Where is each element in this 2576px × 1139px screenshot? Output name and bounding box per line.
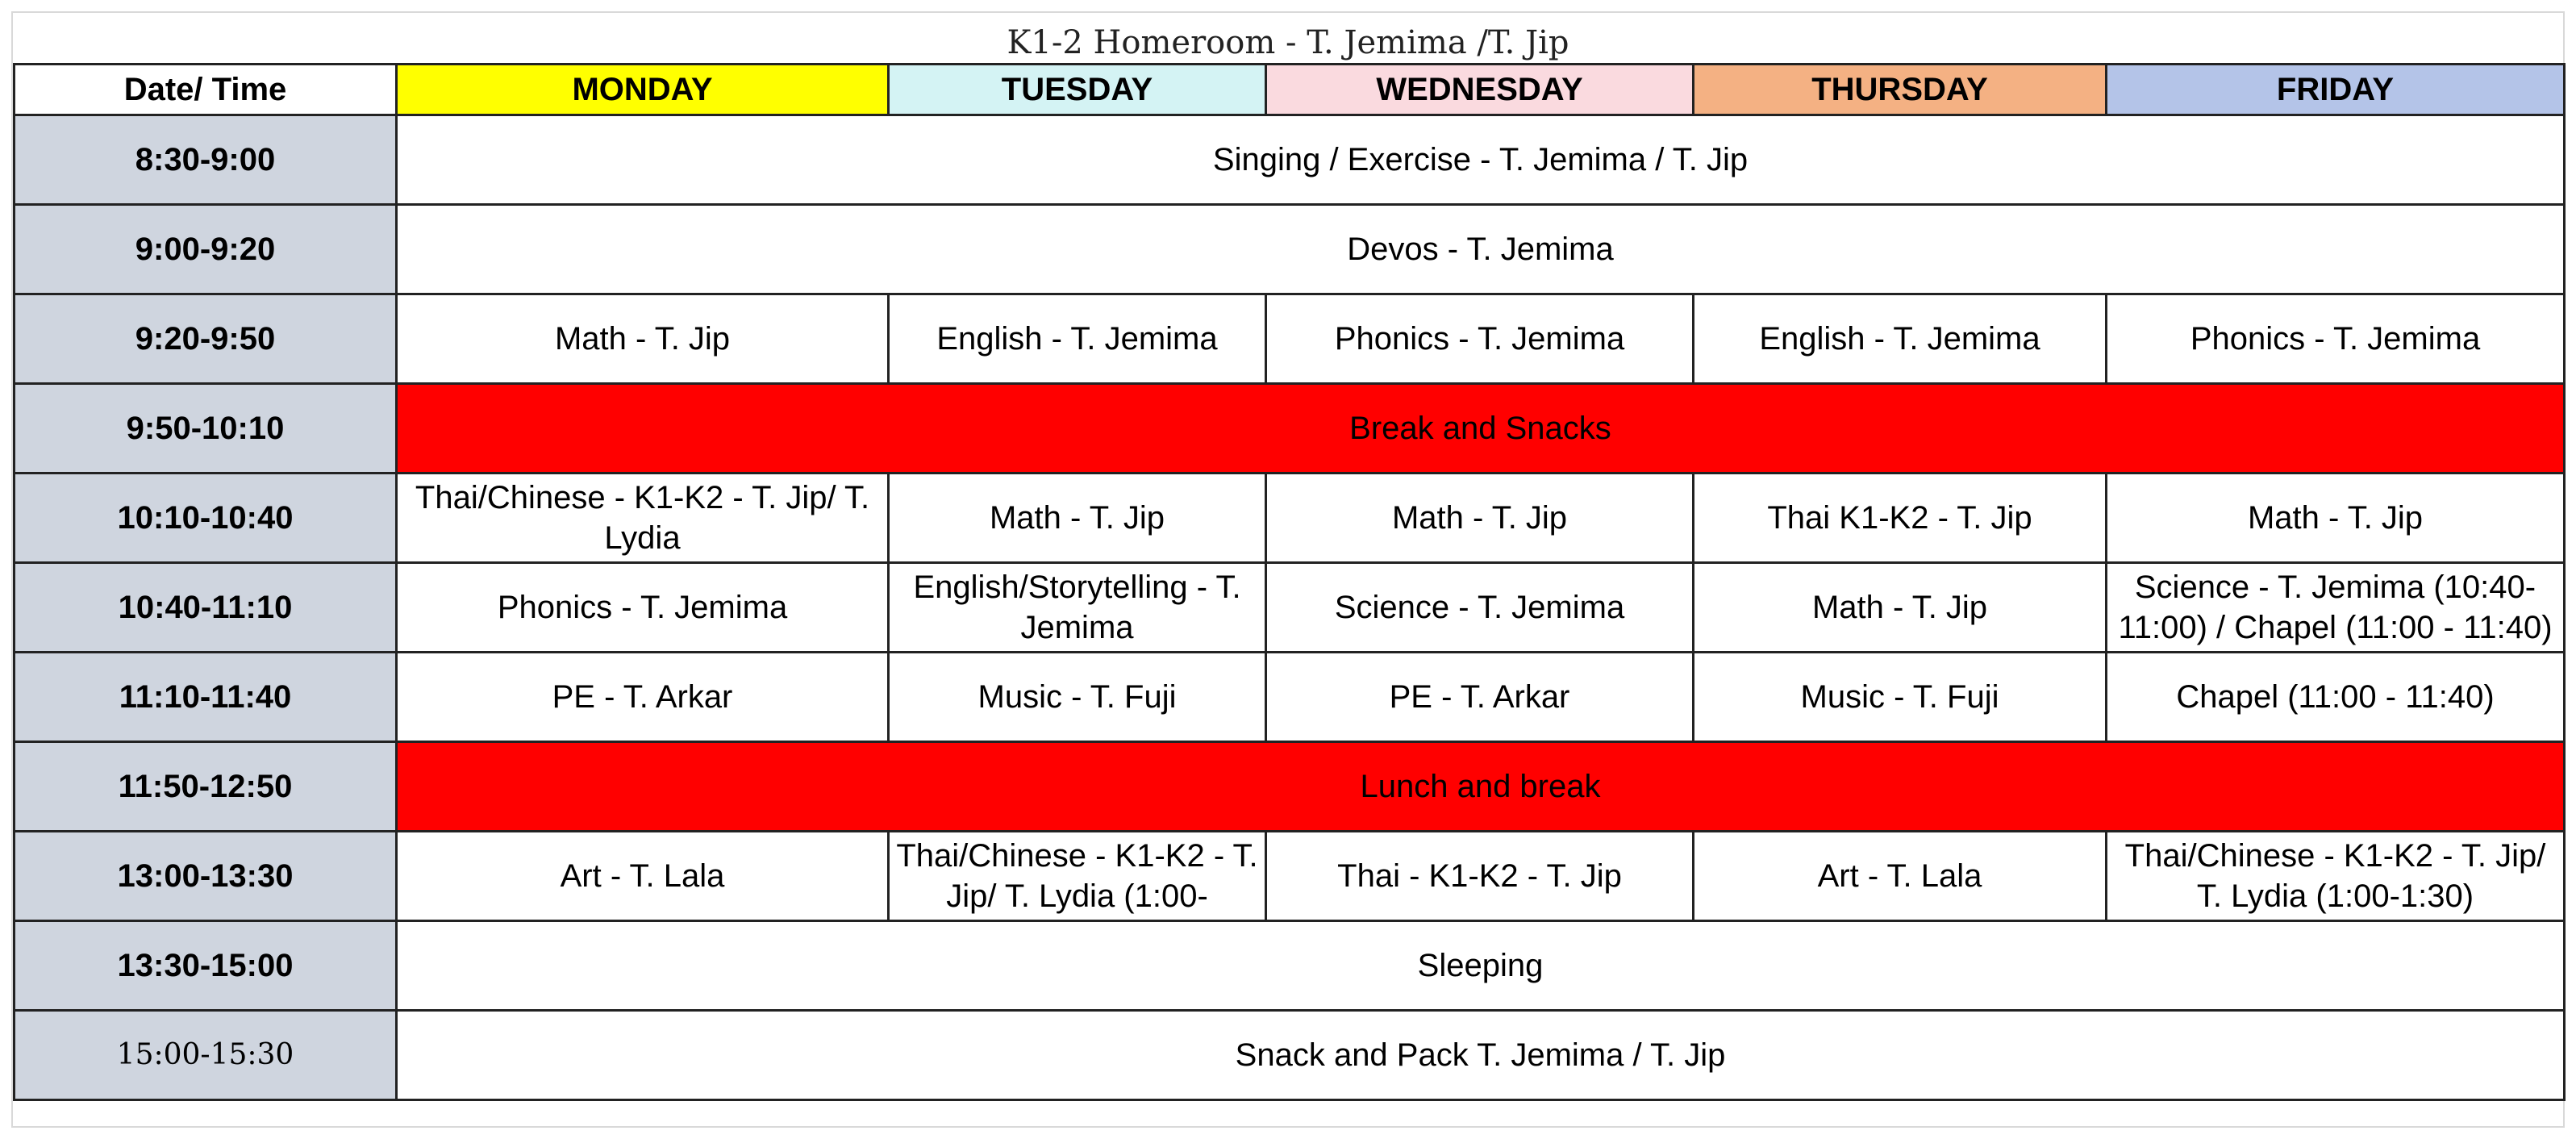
monday-cell: Art - T. Lala — [397, 832, 889, 921]
all-days-cell: Sleeping — [397, 921, 2565, 1011]
thursday-cell: Math - T. Jip — [1694, 563, 2107, 653]
time-cell: 10:40-11:10 — [15, 563, 397, 653]
friday-cell — [2107, 832, 2565, 921]
header-wednesday: WEDNESDAY — [1266, 65, 1694, 115]
table-row — [15, 115, 2565, 205]
schedule-sheet — [11, 11, 2565, 1128]
wednesday-cell: Science - T. Jemima — [1266, 563, 1694, 653]
time-cell: 13:00-13:30 — [15, 832, 397, 921]
header-tuesday: TUESDAY — [889, 65, 1266, 115]
monday-cell: PE - T. Arkar — [397, 653, 889, 742]
table-row — [15, 832, 2565, 921]
thursday-cell: Art - T. Lala — [1694, 832, 2107, 921]
wednesday-cell: Phonics - T. Jemima — [1266, 294, 1694, 384]
cell-text: English/Storytelling - T. Jemima — [913, 570, 1241, 645]
friday-cell: Chapel (11:00 - 11:40) — [2107, 653, 2565, 742]
monday-cell: Math - T. Jip — [397, 294, 889, 384]
header-thursday: THURSDAY — [1694, 65, 2107, 115]
wednesday-cell: Thai - K1-K2 - T. Jip — [1266, 832, 1694, 921]
all-days-cell: Snack and Pack T. Jemima / T. Jip — [397, 1011, 2565, 1100]
friday-cell: Math - T. Jip — [2107, 474, 2565, 563]
table-row — [15, 921, 2565, 1011]
monday-cell — [397, 474, 889, 563]
monday-cell: Phonics - T. Jemima — [397, 563, 889, 653]
cell-text: Thai/Chinese - K1-K2 - T. Jip/ T. Lydia (1:00- — [896, 838, 1258, 914]
all-days-cell: Devos - T. Jemima — [397, 205, 2565, 294]
time-cell: 13:30-15:00 — [15, 921, 397, 1011]
time-cell: 9:00-9:20 — [15, 205, 397, 294]
time-cell: 9:50-10:10 — [15, 384, 397, 474]
header-monday: MONDAY — [397, 65, 889, 115]
table-row — [15, 384, 2565, 474]
tuesday-cell: English - T. Jemima — [889, 294, 1266, 384]
schedule-title: K1-2 Homeroom - T. Jemima /T. Jip — [1007, 24, 1569, 61]
header-friday: FRIDAY — [2107, 65, 2565, 115]
table-row — [15, 474, 2565, 563]
table-row — [15, 563, 2565, 653]
friday-cell: Phonics - T. Jemima — [2107, 294, 2565, 384]
time-cell: 8:30-9:00 — [15, 115, 397, 205]
tuesday-cell — [889, 563, 1266, 653]
cell-text: Thai/Chinese - K1-K2 - T. Jip/ T. Lydia (1:00-1:30) — [2124, 838, 2546, 914]
wednesday-cell: Math - T. Jip — [1266, 474, 1694, 563]
thursday-cell: Thai K1-K2 - T. Jip — [1694, 474, 2107, 563]
break-cell: Lunch and break — [397, 742, 2565, 832]
friday-cell: Science - T. Jemima (10:40-11:00) / Chapel (11:00 - 11:40) — [2107, 563, 2565, 653]
tuesday-cell: Math - T. Jip — [889, 474, 1266, 563]
time-cell: 10:10-10:40 — [15, 474, 397, 563]
cell-text: Thai/Chinese - K1-K2 - T. Jip/ T. Lydia — [415, 480, 870, 556]
table-row — [15, 742, 2565, 832]
break-cell: Break and Snacks — [397, 384, 2565, 474]
all-days-cell: Singing / Exercise - T. Jemima / T. Jip — [397, 115, 2565, 205]
thursday-cell: English - T. Jemima — [1694, 294, 2107, 384]
wednesday-cell: PE - T. Arkar — [1266, 653, 1694, 742]
time-cell: 9:20-9:50 — [15, 294, 397, 384]
header-row — [15, 65, 2565, 115]
thursday-cell: Music - T. Fuji — [1694, 653, 2107, 742]
time-cell: 11:10-11:40 — [15, 653, 397, 742]
table-row — [15, 294, 2565, 384]
time-cell: 15:00-15:30 — [15, 1011, 397, 1100]
table-row — [15, 653, 2565, 742]
tuesday-cell: Music - T. Fuji — [889, 653, 1266, 742]
time-cell: 11:50-12:50 — [15, 742, 397, 832]
header-date-time: Date/ Time — [15, 65, 397, 115]
schedule-table — [13, 63, 2566, 1101]
table-row — [15, 205, 2565, 294]
tuesday-cell — [889, 832, 1266, 921]
table-row — [15, 1011, 2565, 1100]
